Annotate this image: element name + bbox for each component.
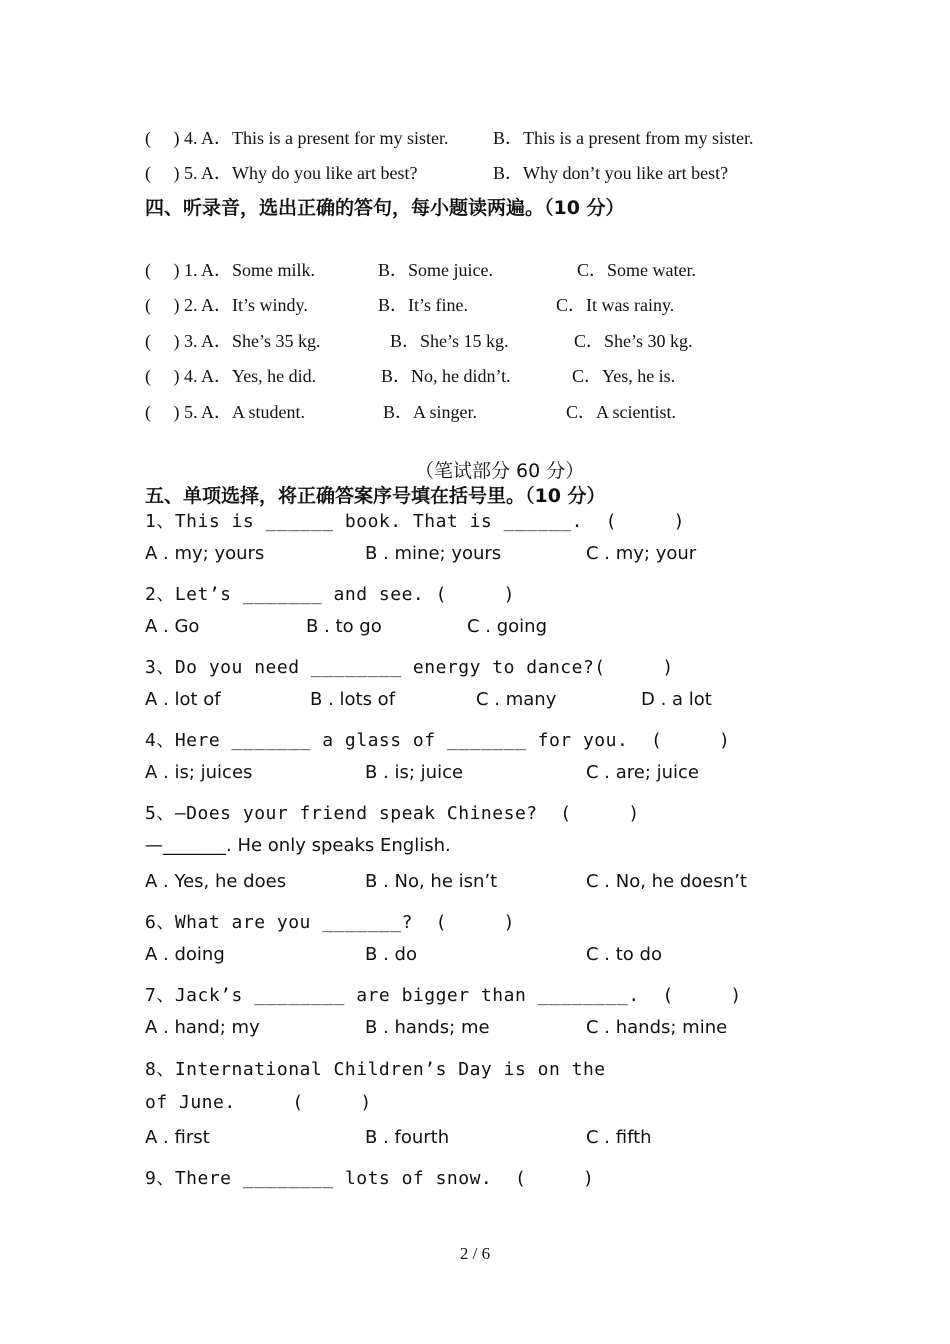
q1-option-c: C . my; your: [586, 543, 697, 564]
section4-item-3: ( ) 3. A．She’s 35 kg.: [145, 331, 321, 351]
section4-item-4: ( ) 4. A．Yes, he did.: [145, 366, 317, 386]
q2-stem: 2、Let’s _______ and see. ( ): [145, 584, 515, 605]
section4-title: 四、听录音，选出正确的答句，每小题读两遍。（10 分）: [145, 197, 625, 219]
q3-option-a: A . lot of: [145, 689, 221, 710]
q2-option-b: B . to go: [306, 616, 382, 637]
section5-title: 五、单项选择，将正确答案序号填在括号里。（10 分）: [145, 485, 606, 507]
q3-option-d: D . a lot: [641, 689, 712, 710]
q1-stem: 1、This is ______ book. That is ______. ( ): [145, 511, 685, 532]
section4-item-2: ( ) 2. A．It’s windy.: [145, 295, 308, 315]
q8-option-c: C . fifth: [586, 1127, 652, 1148]
q1-option-b: B . mine; yours: [365, 543, 502, 564]
q7-stem: 7、Jack’s ________ are bigger than ________. ( ): [145, 985, 742, 1006]
q2-option-c: C . going: [467, 616, 548, 637]
listening-item-4-option-b: B．This is a present from my sister.: [493, 128, 754, 148]
q7-option-b: B . hands; me: [365, 1017, 490, 1038]
q9-stem: 9、There ________ lots of snow. ( ): [145, 1168, 595, 1189]
section4-item-3-option-b: B．She’s 15 kg.: [390, 331, 509, 351]
q6-stem: 6、What are you _______? ( ): [145, 912, 515, 933]
q4-option-b: B . is; juice: [365, 762, 464, 783]
q5-stem: 5、—Does your friend speak Chinese? ( ): [145, 803, 640, 824]
page-number: 2 / 6: [459, 1244, 491, 1263]
q7-option-c: C . hands; mine: [586, 1017, 728, 1038]
written-part-title: （笔试部分 60 分）: [415, 460, 585, 482]
q1-option-a: A . my; yours: [145, 543, 265, 564]
section4-item-2-option-b: B．It’s fine.: [378, 295, 468, 315]
q2-option-a: A . Go: [145, 616, 200, 637]
q4-option-a: A . is; juices: [145, 762, 253, 783]
section4-item-4-option-c: C．Yes, he is.: [572, 366, 676, 386]
section4-item-1: ( ) 1. A．Some milk.: [145, 260, 315, 280]
q3-stem: 3、Do you need ________ energy to dance?( ): [145, 657, 674, 678]
q6-option-c: C . to do: [586, 944, 662, 965]
section4-item-5-option-c: C．A scientist.: [566, 402, 677, 422]
q6-option-b: B . do: [365, 944, 417, 965]
q5-answer-line: —_______. He only speaks English.: [145, 835, 451, 856]
section4-item-5-option-b: B．A singer.: [383, 402, 478, 422]
q8-stem: 8、International Children’s Day is on the: [145, 1059, 606, 1080]
q4-option-c: C . are; juice: [586, 762, 700, 783]
q3-option-c: C . many: [476, 689, 557, 710]
section4-item-1-option-b: B．Some juice.: [378, 260, 493, 280]
section4-item-5: ( ) 5. A．A student.: [145, 402, 305, 422]
section4-item-3-option-c: C．She’s 30 kg.: [574, 331, 693, 351]
listening-item-5: ( ) 5. A．Why do you like art best?: [145, 163, 418, 183]
q8-option-b: B . fourth: [365, 1127, 450, 1148]
q8-option-a: A . first: [145, 1127, 210, 1148]
q5-option-c: C . No, he doesn’t: [586, 871, 747, 892]
section4-item-1-option-c: C．Some water.: [577, 260, 696, 280]
section4-item-2-option-c: C．It was rainy.: [556, 295, 675, 315]
q4-stem: 4、Here _______ a glass of _______ for you. ( ): [145, 730, 731, 751]
q5-option-b: B . No, he isn’t: [365, 871, 498, 892]
listening-item-4: ( ) 4. A．This is a present for my sister.: [145, 128, 449, 148]
q6-option-a: A . doing: [145, 944, 225, 965]
q5-option-a: A . Yes, he does: [145, 871, 287, 892]
q3-option-b: B . lots of: [310, 689, 396, 710]
listening-item-5-option-b: B．Why don’t you like art best?: [493, 163, 729, 183]
q7-option-a: A . hand; my: [145, 1017, 260, 1038]
q8-stem-continued: of June. ( ): [145, 1092, 372, 1113]
section4-item-4-option-b: B．No, he didn’t.: [381, 366, 511, 386]
